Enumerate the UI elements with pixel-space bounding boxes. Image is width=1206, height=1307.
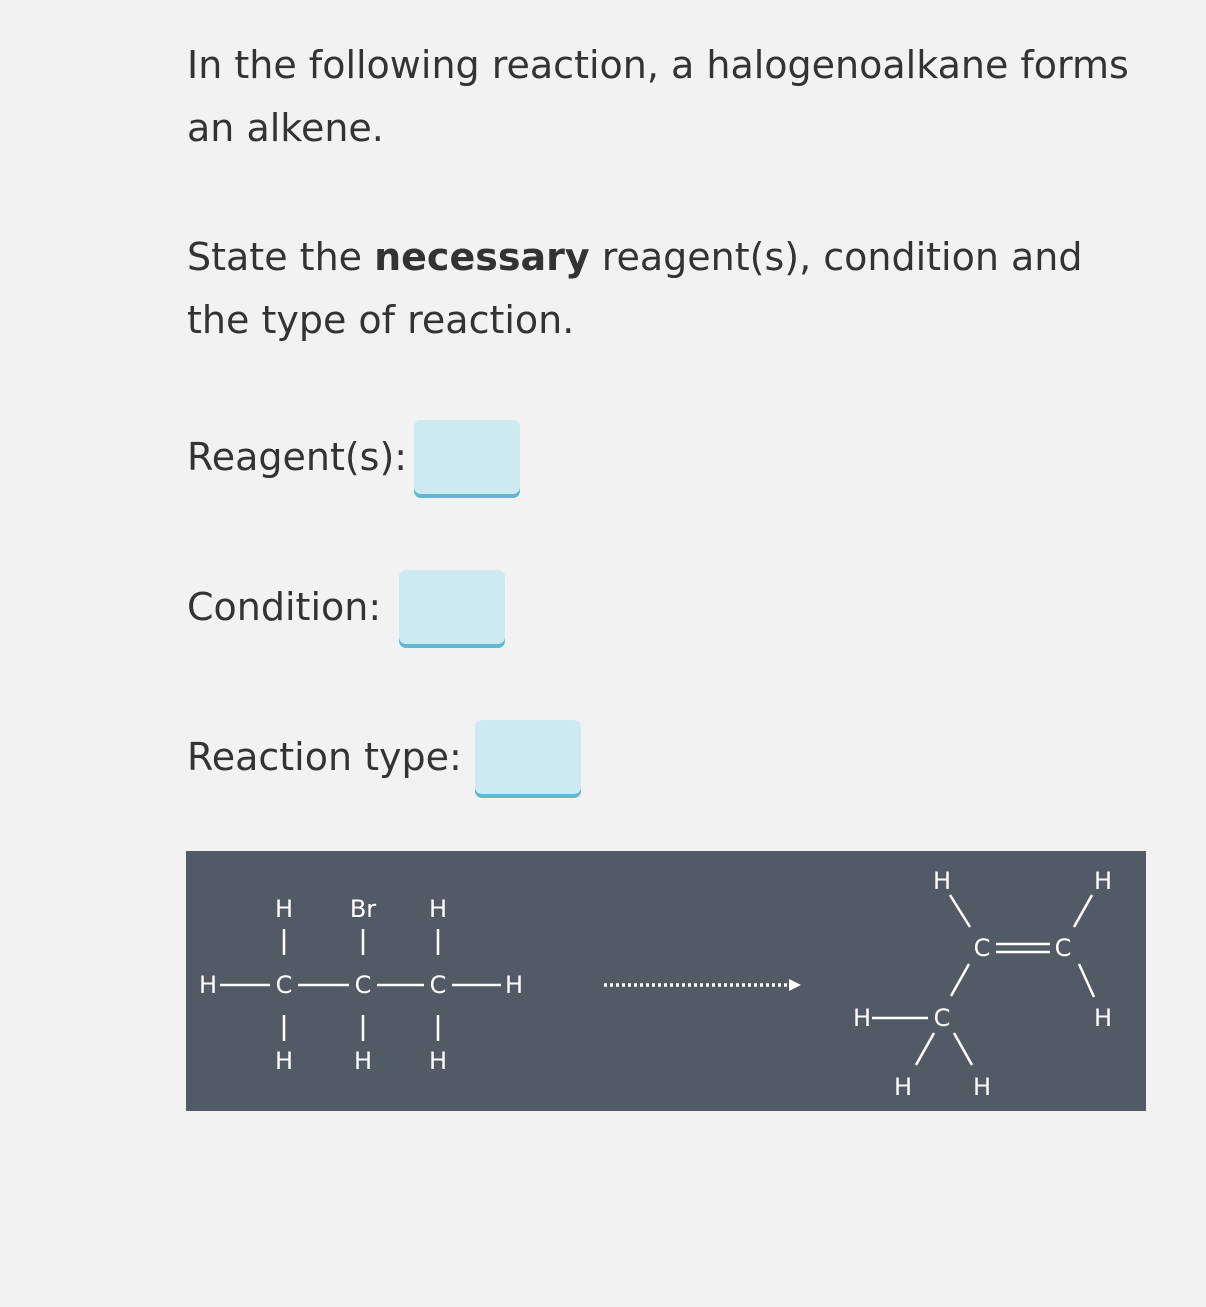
arrow-head [789,979,801,991]
reactant-c-3: C [429,971,447,999]
reactant-right-h: H [504,971,524,999]
bond [916,1033,934,1065]
reaction-diagram-svg [186,851,1146,1111]
reactant-left-h: H [198,971,218,999]
instruction-text-start: State the [187,235,375,279]
reactant-top-h-1: H [274,895,294,923]
reaction-type-answer-field[interactable] [475,720,581,798]
condition-label: Condition: [187,585,382,629]
product-h-right: H [1093,1004,1113,1032]
bond [951,964,969,996]
reactant-bottom-h-1: H [274,1047,294,1075]
product-h-bottom-left: H [893,1073,913,1101]
bond [954,1033,972,1065]
product-h-bottom-right: H [972,1073,992,1101]
reactant-top-h-3: H [428,895,448,923]
product-molecule [853,867,1112,1101]
reagent-label: Reagent(s): [187,435,408,479]
reactant-c-1: C [275,971,293,999]
reactant-molecule [199,895,523,1075]
reactant-bottom-h-3: H [428,1047,448,1075]
reaction-type-label: Reaction type: [187,735,462,779]
reactant-bottom-h-2: H [353,1047,373,1075]
product-c-methyl: C [933,1004,951,1032]
bond [1074,895,1092,927]
question-instruction [187,226,1147,352]
instruction-text-end: reagent(s), condition and the type of reaction. [187,235,1083,342]
product-c-right: C [1054,934,1072,962]
bond [1079,964,1094,997]
bond [950,895,970,927]
product-h-top-right: H [1093,867,1113,895]
reactant-top-br: Br [349,895,377,923]
product-h-methyl: H [852,1004,872,1032]
question-intro: In the following reaction, a halogenoalkane forms an alkene. [187,43,1129,150]
reagent-answer-field[interactable] [414,420,520,498]
reaction-diagram [186,851,1146,1111]
product-c-left: C [973,934,991,962]
dotted-arrow-icon [604,979,801,991]
condition-answer-field[interactable] [399,570,505,648]
reactant-c-2: C [354,971,372,999]
product-h-top-left: H [932,867,952,895]
instruction-emphasis: necessary [374,235,590,279]
